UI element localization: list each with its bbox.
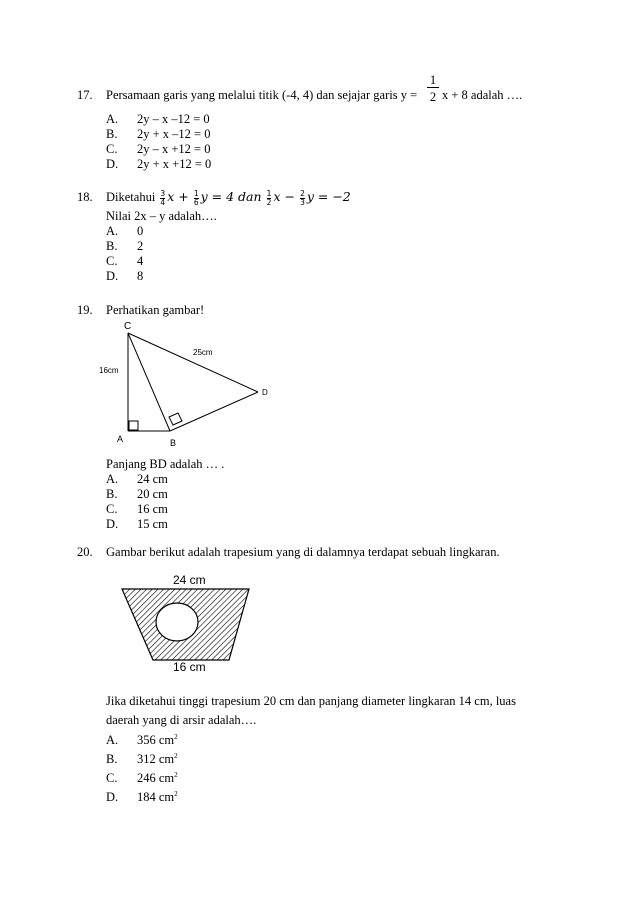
question-17-text-before: Persamaan garis yang melalui titik (-4, 4) dan sejajar garis y = [106,88,418,102]
fraction-denominator: 6 [193,197,199,207]
circle [156,603,198,641]
option-unit-sup: 2 [174,752,178,760]
option-text[interactable]: 0 [137,224,144,238]
option-unit: cm [158,771,175,785]
length-cd: 25cm [193,348,213,357]
option-label: C. [106,771,118,785]
fraction-numerator: 1 [193,188,199,198]
label-d: D [262,388,268,397]
option-text[interactable]: 2y + x –12 = 0 [137,127,211,141]
option-label: D. [106,269,119,283]
question-20-para1: Jika diketahui tinggi trapesium 20 cm dan panjang diameter lingkaran 14 cm, luas [106,694,516,708]
question-18-line2: Nilai 2x – y adalah…. [106,209,217,223]
option-label: B. [106,127,118,141]
option-text[interactable]: 4 [137,254,144,268]
option-text[interactable]: 15 cm [137,517,168,531]
question-19-text: Perhatikan gambar! [106,303,205,317]
fraction-denominator: 3 [300,197,305,207]
fraction-numerator: 3 [160,188,166,198]
option-text[interactable] [137,733,178,747]
math-term: 𝑦 = 4 𝑑𝑎𝑛 [200,189,262,204]
option-text[interactable]: 24 cm [137,472,168,486]
fraction-denominator: 2 [266,197,272,207]
option-value: 356 [137,733,156,747]
fraction-denominator: 4 [160,197,166,207]
label-b: B [170,438,177,448]
option-text[interactable] [137,790,178,804]
option-label: C. [106,254,118,268]
option-label: D. [106,157,119,171]
top-side-label: 24 cm [173,573,206,587]
option-unit-sup: 2 [174,771,178,779]
math-term: 𝑦 = −2 [306,189,351,204]
label-a: A [117,434,124,444]
option-text[interactable]: 2 [137,239,144,253]
option-unit-sup: 2 [174,733,178,741]
question-20-number: 20. [77,545,93,559]
length-ac: 16cm [99,366,119,375]
option-label: A. [106,224,119,238]
option-label: C. [106,502,118,516]
bottom-side-label: 16 cm [173,660,206,674]
question-19-question: Panjang BD adalah … . [106,457,225,471]
label-c: C [124,321,132,332]
option-label: D. [106,517,119,531]
question-19-number: 19. [77,303,93,317]
option-text[interactable] [137,771,178,785]
option-label: D. [106,790,119,804]
fraction-numerator: 1 [427,74,439,88]
option-value: 246 [137,771,156,785]
question-17-text-after: x + 8 adalah …. [442,88,523,102]
option-label: A. [106,733,119,747]
option-label: B. [106,239,118,253]
option-value: 184 [137,790,156,804]
option-label: B. [106,487,118,501]
question-18-number: 18. [77,190,93,204]
math-term: 𝑥 + [167,189,189,204]
option-text[interactable]: 20 cm [137,487,168,501]
option-text[interactable]: 16 cm [137,502,168,516]
option-text[interactable]: 2y – x +12 = 0 [137,142,211,156]
question-17-number: 17. [77,88,93,102]
question-18-intro: Diketahui [106,190,156,204]
option-label: A. [106,112,119,126]
option-text[interactable]: 2y – x –12 = 0 [137,112,210,126]
option-text[interactable]: 8 [137,269,144,283]
option-label: A. [106,472,119,486]
option-text[interactable]: 2y + x +12 = 0 [137,157,212,171]
option-unit: cm [158,733,175,747]
fraction-denominator: 2 [429,90,437,104]
option-value: 312 [137,752,156,766]
option-label: B. [106,752,118,766]
fraction-numerator: 1 [266,188,272,198]
question-20-text: Gambar berikut adalah trapesium yang di dalamnya terdapat sebuah lingkaran. [106,545,500,559]
option-label: C. [106,142,118,156]
option-unit-sup: 2 [174,790,178,798]
math-term: 𝑥 − [273,189,295,204]
fraction-numerator: 2 [300,188,305,198]
question-20-para2: daerah yang di arsir adalah…. [106,713,257,727]
option-unit: cm [158,752,175,766]
option-unit: cm [158,790,175,804]
option-text[interactable] [137,752,178,766]
